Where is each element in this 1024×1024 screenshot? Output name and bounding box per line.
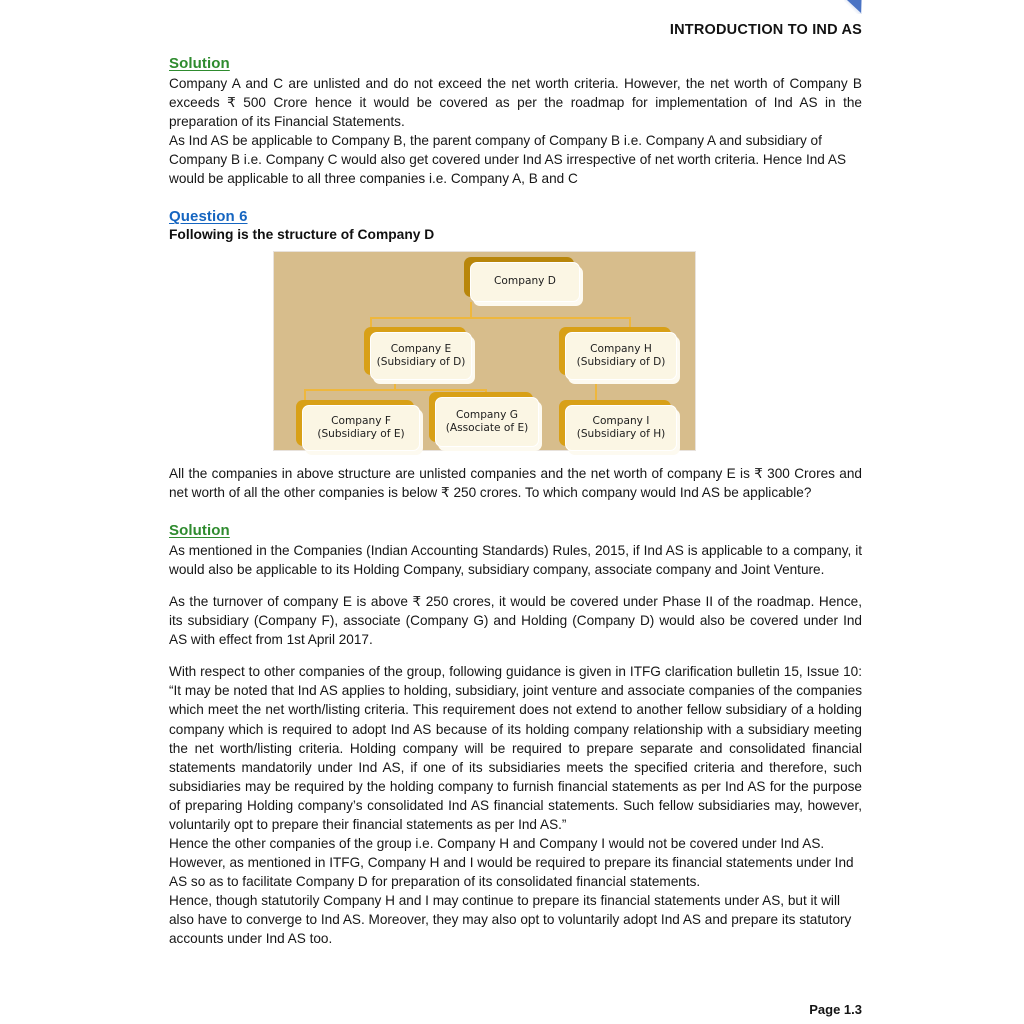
page-number-footer: Page 1.3 (809, 1002, 862, 1017)
org-node-company-g (429, 392, 533, 442)
org-node-e-label-line1: Company E (390, 342, 452, 355)
org-node-company-e (364, 327, 466, 375)
solution-heading-1: Solution (169, 55, 230, 72)
connector-to-f (304, 389, 306, 400)
page-content (169, 55, 862, 948)
org-node-i-label-line1: Company I (592, 414, 650, 427)
org-node-company-h (559, 327, 671, 375)
corner-triangle-icon (847, 0, 861, 13)
connector-e-span (304, 389, 486, 391)
solution-heading-2: Solution (169, 522, 230, 540)
question-subheading: Following is the structure of Company D (169, 227, 435, 243)
solution-2-paragraph-5: Hence, though statutorily Company H and I may continue to prepare its financial statements under AS, but it will also have to converge to Ind AS. Moreover, they may also opt to voluntarily adopt Ind AS and prepare its statutory accounts under Ind AS too. (169, 892, 852, 946)
solution-2-paragraph-2: As the turnover of company E is above ₹ 250 crores, it would be covered under Phase II of the roadmap. Hence, its subsidiary (Company F), associate (Company G) and Holding (Company D) would also be covered under Ind AS with effect from 1st April 2017. (169, 594, 862, 648)
question-6-text: All the companies in above structure are unlisted companies and the net worth of company E is ₹ 300 Crores and net worth of all the other companies is below ₹ 250 crores. To which company would Ind AS be applicable? (169, 466, 862, 501)
org-node-company-d (464, 257, 574, 297)
running-header: INTRODUCTION TO IND AS (669, 22, 862, 38)
solution-2-paragraph-3: With respect to other companies of the group, following guidance is given in ITFG clarification bulletin 15, Issue 10: “It may be noted that Ind AS applies to holding, subsidiary, joint venture and associate companies of the companies which meet the net worth/listing criteria. This requirement does not extend to another fellow subsidiary of a holding company which is required to adopt Ind AS because of its holding company relationship with a subsidiary meeting the net worth/listing criteria. Holding company will be required to prepare separate and consolidated financial statements mandatorily under Ind AS, if one of its subsidiaries meets the specified criteria and therefore, such subsidiaries may be required by the holding company to furnish financial statements as per Ind AS for the purpose of preparing Holding company’s consolidated Ind AS financial statements. Such fellow subsidiaries may, however, voluntarily opt to prepare their financial statements as per Ind AS.” (169, 664, 862, 832)
org-node-company-i (559, 400, 671, 446)
org-node-g-label-line2: (Associate of E) (445, 422, 529, 435)
org-chart (273, 251, 696, 451)
org-node-h-label-line1: Company H (590, 342, 652, 355)
solution-2-paragraph-1: As mentioned in the Companies (Indian Accounting Standards) Rules, 2015, if Ind AS is applicable to a company, it would also be applicable to its Holding Company, subsidiary company, associate company and Joint Venture. (169, 543, 862, 578)
solution-2-paragraph-4: Hence the other companies of the group i.e. Company H and Company I would not be covered under Ind AS. However, as mentioned in ITFG, Company H and I would be required to prepare its financial statements under Ind AS so as to facilitate Company D for preparation of its consolidated financial statements. (169, 835, 854, 889)
org-node-f-label-line2: (Subsidiary of E) (317, 428, 405, 441)
org-node-f-label-line1: Company F (331, 414, 391, 427)
connector-d-span (370, 317, 630, 319)
solution-1-paragraph-2: As Ind AS be applicable to Company B, the parent company of Company B i.e. Company A and subsidiary of Company B i.e. Company C would also get covered under Ind AS irrespective of net worth criteria. Hence Ind AS would be applicable to all three companies i.e. Company A, B and C (169, 133, 847, 187)
org-node-company-f (296, 400, 414, 446)
org-node-h-label-line2: (Subsidiary of D) (576, 356, 666, 369)
connector-d-down (470, 302, 472, 318)
org-node-i-label-line2: (Subsidiary of H) (576, 428, 666, 441)
question-heading: Question 6 (169, 208, 248, 226)
org-node-g-label-line1: Company G (456, 408, 518, 421)
org-node-e-label-line2: (Subsidiary of D) (376, 356, 466, 369)
solution-1-paragraph-1: Company A and C are unlisted and do not exceed the net worth criteria. However, the net worth of Company B exceeds ₹ 500 Crore hence it would be covered as per the roadmap for implementation of Ind AS in the preparation of its Financial Statements. (169, 76, 862, 130)
org-node-d-label: Company D (494, 275, 556, 288)
